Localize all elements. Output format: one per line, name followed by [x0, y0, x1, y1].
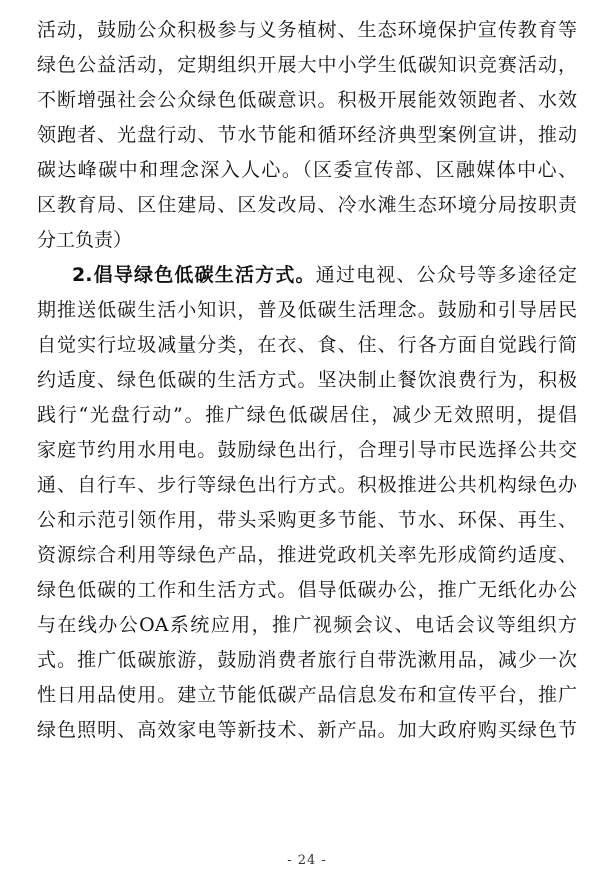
paragraph-line: 领跑者、光盘行动、节水节能和循环经济典型案例宣讲，推动 — [37, 124, 577, 146]
section-first-line — [72, 263, 577, 287]
paragraph-line: 通、自行车、步行等绿色出行方式。积极推进公共机构绿色办 — [37, 474, 577, 496]
paragraph-line: 践行“光盘行动”。推广绿色低碳居住，减少无效照明，提倡 — [37, 404, 577, 426]
paragraph-line: 与在线办公OA系统应用，推广视频会议、电话会议等组织方 — [37, 614, 577, 636]
paragraph-line: 碳达峰碳中和理念深入人心。（区委宣传部、区融媒体中心、 — [37, 159, 577, 181]
paragraph-line: 式。推广低碳旅游，鼓励消费者旅行自带洗漱用品，减少一次 — [37, 649, 577, 671]
paragraph-line: 资源综合利用等绿色产品，推进党政机关率先形成简约适度、 — [37, 544, 577, 566]
paragraph-line: 性日用品使用。建立节能低碳产品信息发布和宣传平台，推广 — [37, 684, 577, 706]
paragraph-line: 绿色低碳的工作和生活方式。倡导低碳办公，推广无纸化办公 — [37, 579, 577, 601]
paragraph-line: 公和示范引领作用，带头采购更多节能、节水、环保、再生、 — [37, 509, 577, 531]
paragraph-line: 自觉实行垃圾减量分类，在衣、食、住、行各方面自觉践行简 — [37, 334, 577, 356]
paragraph-line: 不断增强社会公众绿色低碳意识。积极开展能效领跑者、水效 — [37, 89, 577, 111]
section-heading: 2.倡导绿色低碳生活方式。 — [72, 264, 316, 286]
section-first-line-text: 通过电视、公众号等多途径定 — [315, 264, 577, 286]
paragraph-line: 区教育局、区住建局、区发改局、冷水滩生态环境分局按职责 — [37, 194, 577, 216]
paragraph-line: 家庭节约用水用电。鼓励绿色出行，合理引导市民选择公共交 — [37, 439, 577, 461]
paragraph-line: 绿色照明、高效家电等新技术、新产品。加大政府购买绿色节 — [37, 719, 577, 741]
paragraph-line: 活动，鼓励公众积极参与义务植树、生态环境保护宣传教育等 — [37, 19, 577, 41]
paragraph-line: 分工负责） — [37, 229, 133, 251]
paragraph-line: 绿色公益活动，定期组织开展大中小学生低碳知识竞赛活动， — [37, 54, 577, 76]
paragraph-line: 约适度、绿色低碳的生活方式。坚决制止餐饮浪费行为，积极 — [37, 369, 577, 391]
page-number: - 24 - — [287, 853, 327, 868]
paragraph-line: 期推送低碳生活小知识，普及低碳生活理念。鼓励和引导居民 — [37, 299, 577, 321]
